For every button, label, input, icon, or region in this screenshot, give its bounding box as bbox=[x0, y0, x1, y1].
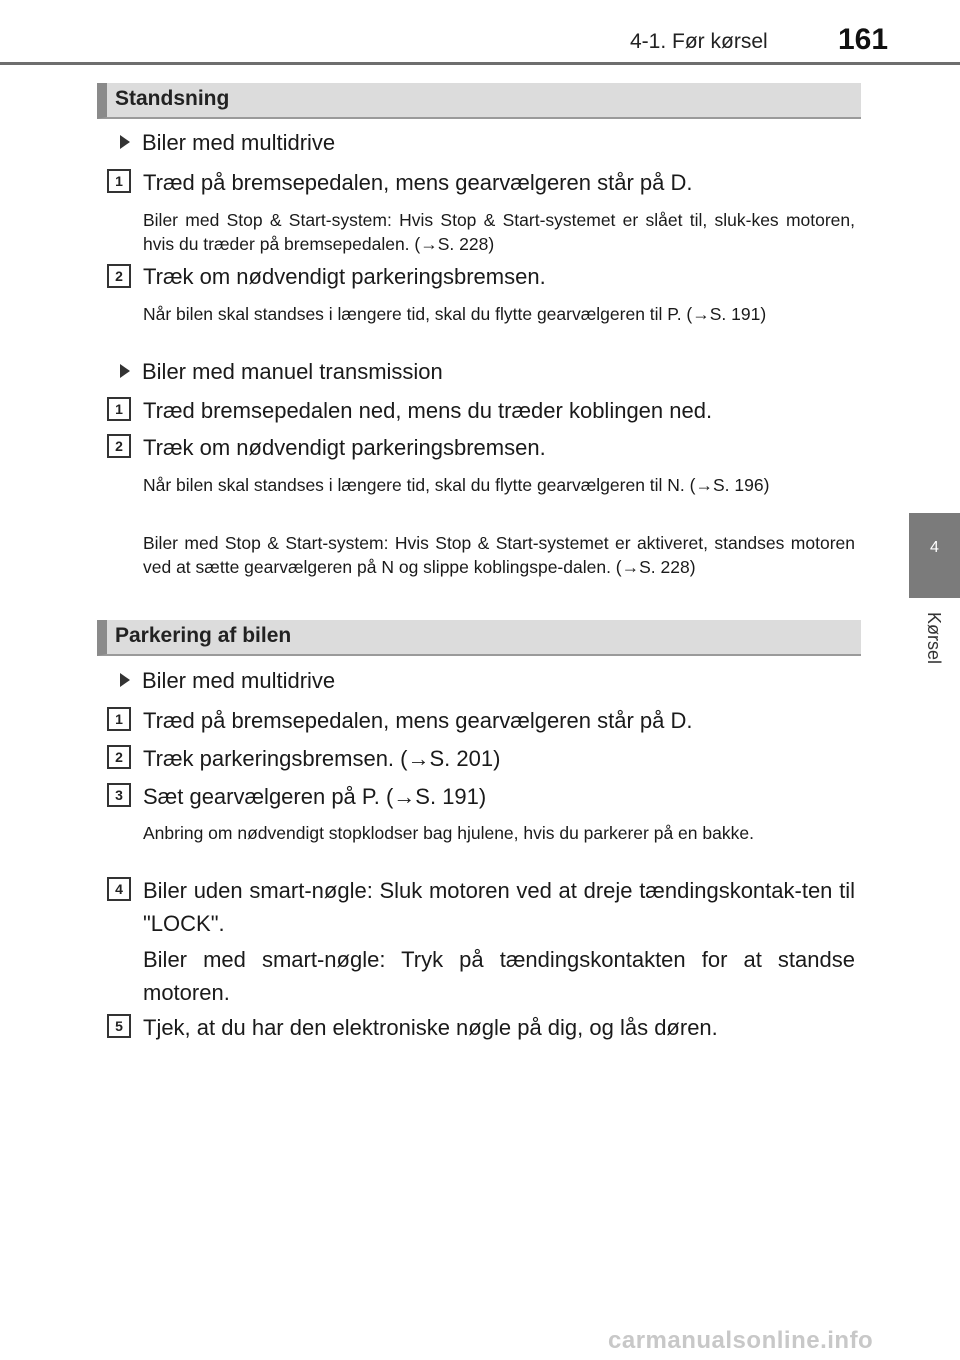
triangle-bullet-icon bbox=[120, 673, 130, 687]
condition-heading: Biler med multidrive bbox=[120, 668, 335, 694]
step-text: Træd på bremsepedalen, mens gearvælgeren står på D. bbox=[143, 708, 693, 733]
section-heading-parkering bbox=[97, 620, 861, 656]
step-note: Biler med Stop & Start-system: Hvis Stop & Start-systemet er slået til, sluk-kes motoren, hvis du træder på bremsepedalen. (→S. 228) bbox=[143, 210, 855, 254]
step-note: Biler med Stop & Start-system: Hvis Stop & Start-systemet er aktiveret, standses motoren ved at sætte gearvælgeren på N og slippe koblingspe-dalen. (→S. 228) bbox=[143, 533, 855, 577]
step-number-box: 1 bbox=[107, 707, 131, 731]
running-header-section: 4-1. Før kørsel bbox=[630, 30, 768, 53]
condition-heading: Biler med multidrive bbox=[120, 130, 335, 156]
step-text: Træk parkeringsbremsen. (→S. 201) bbox=[143, 746, 501, 771]
step-text: Træk om nødvendigt parkeringsbremsen. bbox=[143, 435, 546, 460]
triangle-bullet-icon bbox=[120, 364, 130, 378]
step-note: Når bilen skal standses i længere tid, skal du flytte gearvælgeren til N. (→S. 196) bbox=[143, 475, 770, 495]
step-number-box: 5 bbox=[107, 1014, 131, 1038]
step-number-box: 3 bbox=[107, 783, 131, 807]
step-text: Træd på bremsepedalen, mens gearvælgeren står på D. bbox=[143, 170, 693, 195]
chapter-label: Kørsel bbox=[924, 612, 944, 665]
step-number-box: 2 bbox=[107, 264, 131, 288]
page-number: 161 bbox=[838, 23, 889, 56]
step-note: Når bilen skal standses i længere tid, skal du flytte gearvælgeren til P. (→S. 191) bbox=[143, 304, 767, 324]
section-title: Standsning bbox=[115, 87, 230, 110]
header-rule bbox=[0, 62, 960, 65]
step-text: Træd bremsepedalen ned, mens du træder koblingen ned. bbox=[143, 398, 713, 423]
watermark: carmanualsonline.info bbox=[608, 1327, 874, 1354]
step-text: Træk om nødvendigt parkeringsbremsen. bbox=[143, 264, 546, 289]
section-title: Parkering af bilen bbox=[115, 624, 292, 647]
step-number-box: 4 bbox=[107, 877, 131, 901]
chapter-number: 4 bbox=[930, 539, 939, 556]
chapter-tab bbox=[909, 513, 960, 598]
step-text: Tjek, at du har den elektroniske nøgle på dig, og lås døren. bbox=[143, 1015, 718, 1040]
step-note: Anbring om nødvendigt stopklodser bag hjulene, hvis du parkerer på en bakke. bbox=[143, 823, 754, 843]
step-number-box: 2 bbox=[107, 745, 131, 769]
section-heading-standsning bbox=[97, 83, 861, 119]
step-number-box: 2 bbox=[107, 434, 131, 458]
step-text: Biler uden smart-nøgle: Sluk motoren ved at dreje tændingskontak-ten til "LOCK". bbox=[143, 878, 855, 936]
step-number-box: 1 bbox=[107, 169, 131, 193]
step-text: Sæt gearvælgeren på P. (→S. 191) bbox=[143, 784, 487, 809]
triangle-bullet-icon bbox=[120, 135, 130, 149]
step-text-continued: Biler med smart-nøgle: Tryk på tændingskontakten for at standse motoren. bbox=[143, 947, 855, 1005]
step-number-box: 1 bbox=[107, 397, 131, 421]
condition-heading: Biler med manuel transmission bbox=[120, 359, 443, 385]
